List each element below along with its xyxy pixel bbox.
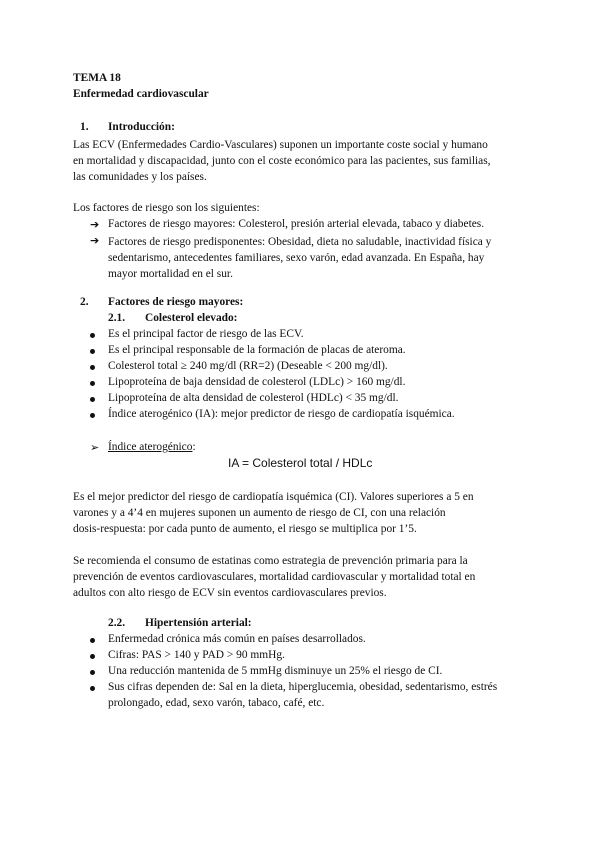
ia-paragraph: [73, 489, 533, 538]
paragraph-line: Se recomienda el consumo de estatinas como estrategia de prevención primaria para la: [73, 555, 468, 567]
statins-paragraph: [73, 553, 533, 602]
subsection-2-1-number: 2.1.: [108, 312, 126, 324]
bullet-icon: [90, 397, 95, 402]
doc-subtitle: Enfermedad cardiovascular: [73, 88, 209, 100]
list-item-continuation: prolongado, edad, sexo varón, tabaco, café, etc.: [108, 697, 325, 709]
arrow-item-line: Factores de riesgo predisponentes: Obesidad, dieta no saludable, inactividad física y: [108, 236, 492, 248]
subsection-2-1-heading: Colesterol elevado:: [145, 312, 238, 324]
paragraph-line: Las ECV (Enfermedades Cardio-Vasculares) suponen un importante coste social y humano: [73, 139, 488, 151]
arrow-right-icon: ➔: [90, 218, 100, 231]
paragraph-line: las comunidades y los países.: [73, 171, 207, 184]
paragraph-line: en mortalidad y discapacidad, junto con el coste económico para las pacientes, sus familias,: [73, 155, 491, 168]
subsection-2-2-number: 2.2.: [108, 617, 126, 629]
paragraph-line: prevención de eventos cardiovasculares, mortalidad cardiovascular y mortalidad total en: [73, 571, 476, 584]
factors-intro: Los factores de riesgo son los siguientes:: [73, 202, 260, 214]
paragraph-line: Es el mejor predictor del riesgo de cardiopatía isquémica (CI). Valores superiores a 5 en: [73, 491, 474, 503]
document-page: TEMA 18 Enfermedad cardiovascular 1. Introducción: Las ECV (Enfermedades Cardio-Vasculares) suponen un importante coste social y humano en mortalidad y discapacidad, junto con el coste económico para las pacientes, sus familias, las comunidades y los países. Los factores de riesgo son los siguientes: ➔ Factores de riesgo mayores: Colesterol, presión arterial elevada, tabaco y diabetes. ➔ Factores de riesgo predisponentes: Obesidad, dieta no saludable, inactividad física y sedentarismo, antecedentes familiares, sexo varón, edad avanzada. En España, hay mayor mortalidad en el sur. 2. Factores de riesgo mayores: 2.1. Colesterol elevado: Es el principal factor de riesgo de las ECV. Es el principal responsable de la formación de placas de ateroma. Colesterol total ≥ 240 mg/dl (RR=2) (Deseable < 200 mg/dl). Lipoproteína de baja densidad de colesterol (LDLc) > 160 mg/dl. Lipoproteína de alta densidad de colesterol (HDLc) < 35 mg/dl. Índice aterogénico (IA): mejor predictor de riesgo de cardiopatía isquémica. ➢ Índice aterogénico: IA = Colesterol total / HDLc Es el mejor predictor del riesgo de cardiopatía isquémica (CI). Valores superiores a 5 en varones y a 4’4 en mujeres suponen un aumento de riesgo de CI, con una relación dosis-respuesta: por cada punto de aumento, el riesgo se multiplica por 1’5. Se recomienda el consumo de estatinas como estrategia de prevención primaria para la prevención de eventos cardiovasculares, mortalidad cardiovascular y mortalidad total en adultos con alto riesgo de ECV sin eventos cardiovasculares previos. 2.2. Hipertensión arterial: Enfermedad crónica más común en países desarrollados. Cifras: PAS > 140 y PAD > 90 mmHg. Una reducción mantenida de 5 mmHg disminuye un 25% el riesgo de CI. Sus cifras dependen de: Sal en la dieta, hiperglucemia, obesidad, sedentarismo, estrés prolongado, edad, sexo varón, tabaco, café, etc.: [0, 0, 600, 848]
arrow-item: Factores de riesgo mayores: Colesterol, presión arterial elevada, tabaco y diabetes.: [108, 218, 485, 230]
ia-label: Índice aterogénico:: [108, 441, 196, 453]
bullet-icon: [90, 333, 95, 338]
paragraph-line: dosis-respuesta: por cada punto de aumento, el riesgo se multiplica por 1’5.: [73, 523, 417, 536]
subsection-2-2-heading: Hipertensión arterial:: [145, 617, 252, 629]
bullet-icon: [90, 365, 95, 370]
arrow-right-icon: ➔: [90, 234, 100, 247]
bullet-icon: [90, 686, 95, 691]
doc-title: TEMA 18: [73, 72, 121, 84]
bullet-icon: [90, 413, 95, 418]
bullet-icon: [90, 654, 95, 659]
section-1-number: 1.: [80, 121, 89, 133]
arrow-item-line: mayor mortalidad en el sur.: [108, 268, 233, 281]
section-1-heading: Introducción:: [108, 121, 175, 133]
bullet-icon: [90, 349, 95, 354]
paragraph-line: adultos con alto riesgo de ECV sin eventos cardiovasculares previos.: [73, 587, 387, 600]
section-2-number: 2.: [80, 296, 89, 308]
bullet-icon: [90, 670, 95, 675]
arrow-item: [108, 234, 491, 283]
arrowhead-icon: ➢: [90, 441, 100, 454]
arrow-item-line: sedentarismo, antecedentes familiares, sexo varón, edad avanzada. En España, hay: [108, 252, 485, 265]
bullet-icon: [90, 381, 95, 386]
intro-paragraph: [73, 137, 533, 186]
paragraph-line: varones y a 4’4 en mujeres suponen un aumento de riesgo de CI, con una relación: [73, 507, 446, 520]
ia-formula: IA = Colesterol total / HDLc: [228, 456, 373, 470]
section-2-heading: Factores de riesgo mayores:: [108, 296, 244, 308]
bullet-icon: [90, 638, 95, 643]
